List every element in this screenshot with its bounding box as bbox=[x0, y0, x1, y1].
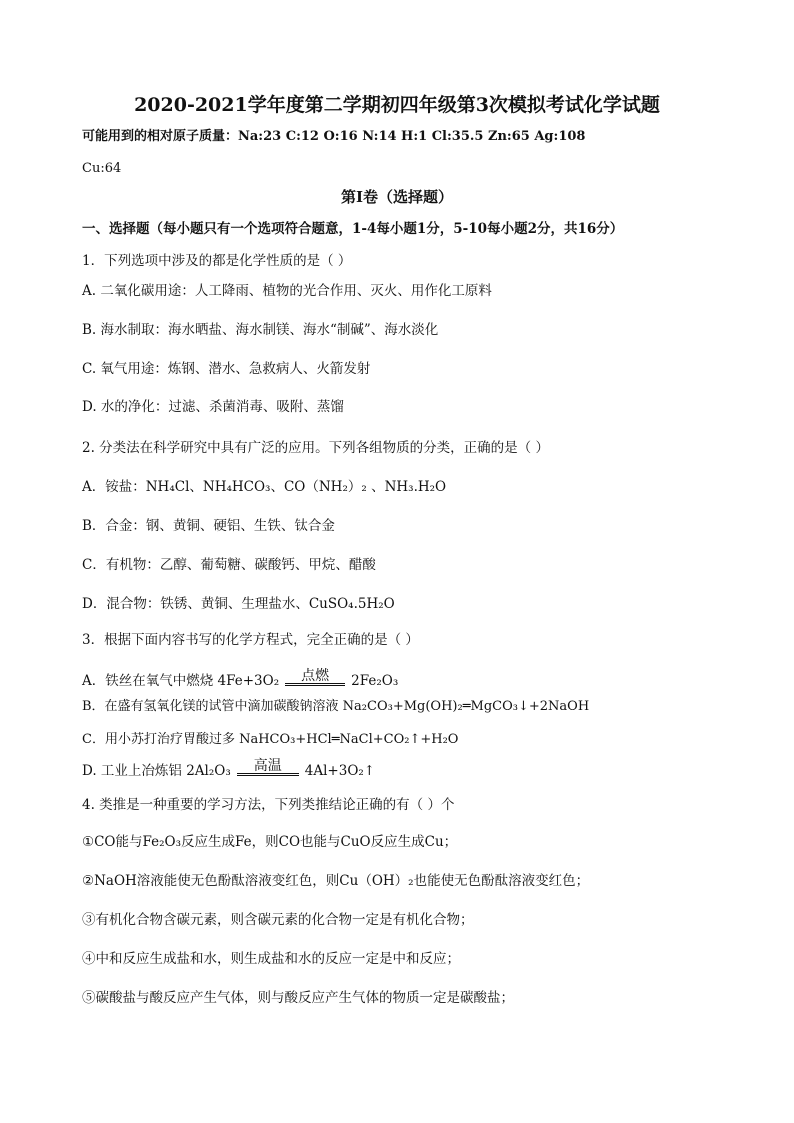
atomic-masses-line-2: Cu:64 bbox=[82, 161, 122, 176]
question-2-stem: 2. 分类法在科学研究中具有广泛的应用。下列各组物质的分类，正确的是（ ） bbox=[82, 440, 549, 456]
question-3-option-a bbox=[82, 656, 398, 690]
question-2-option-a: A．铵盐：NH₄Cl、NH₄HCO₃、CO（NH₂）₂ 、NH₃.H₂O bbox=[82, 479, 447, 495]
section1-heading: 一、选择题（每小题只有一个选项符合题意，1-4每小题1分，5-10每小题2分，共16分） bbox=[82, 221, 624, 237]
question-3-option-c: C．用小苏打治疗胃酸过多 NaHCO₃+HCl═NaCl+CO₂↑+H₂O bbox=[82, 732, 459, 747]
question-4-statement-5: ⑤碳酸盐与酸反应产生气体，则与酸反应产生气体的物质一定是碳酸盐； bbox=[82, 990, 514, 1006]
question-4-statement-4: ④中和反应生成盐和水，则生成盐和水的反应一定是中和反应； bbox=[82, 951, 460, 967]
question-2-option-c: C．有机物：乙醇、葡萄糖、碳酸钙、甲烷、醋酸 bbox=[82, 557, 376, 573]
question-1-option-d: D. 水的净化：过滤、杀菌消毒、吸附、蒸馏 bbox=[82, 399, 344, 415]
q3-d-product: 4Al+3O₂↑ bbox=[304, 763, 376, 779]
q3-d-reactants: D. 工业上冶炼铝 2Al₂O₃ bbox=[82, 763, 231, 779]
q3-a-reactants: A．铁丝在氧气中燃烧 4Fe+3O₂ bbox=[82, 673, 280, 689]
question-4-statement-1: ①CO能与Fe₂O₃反应生成Fe，则CO也能与CuO反应生成Cu； bbox=[82, 834, 458, 850]
question-2-option-d: D．混合物：铁锈、黄铜、生理盐水、CuSO₄.5H₂O bbox=[82, 596, 395, 612]
q3-d-reaction-arrow bbox=[237, 759, 299, 780]
q3-d-condition: 高温 bbox=[253, 758, 282, 774]
question-4-statement-2: ②NaOH溶液能使无色酚酞溶液变红色，则Cu（OH）₂也能使无色酚酞溶液变红色； bbox=[82, 873, 590, 889]
question-3-option-d bbox=[82, 750, 375, 780]
question-1-stem: 1．下列选项中涉及的都是化学性质的是（ ） bbox=[82, 253, 352, 269]
atomic-masses-line-1: 可能用到的相对原子质量：Na:23 C:12 O:16 N:14 H:1 Cl:35.5 Zn:65 Ag:108 bbox=[82, 129, 586, 144]
question-1-option-a: A. 二氧化碳用途：人工降雨、植物的光合作用、灭火、用作化工原料 bbox=[82, 283, 492, 299]
exam-title: 2020-2021学年度第二学期初四年级第3次模拟考试化学试题 bbox=[134, 94, 660, 116]
question-3-option-b: B．在盛有氢氧化镁的试管中滴加碳酸钠溶液 Na₂CO₃+Mg(OH)₂═MgCO₃↓+2NaOH bbox=[82, 699, 590, 714]
question-1-option-c: C. 氧气用途：炼钢、潜水、急救病人、火箭发射 bbox=[82, 361, 371, 377]
q3-a-reaction-arrow bbox=[285, 669, 345, 690]
part1-title: 第Ⅰ卷（选择题） bbox=[340, 188, 454, 206]
question-2-option-b: B．合金：钢、黄铜、硬铝、生铁、钛合金 bbox=[82, 518, 335, 534]
question-4-stem: 4. 类推是一种重要的学习方法，下列类推结论正确的有（ ）个 bbox=[82, 797, 455, 813]
question-1-option-b: B. 海水制取：海水晒盐、海水制镁、海水“制碱”、海水淡化 bbox=[82, 322, 439, 338]
q3-a-condition: 点燃 bbox=[301, 668, 330, 684]
q3-a-product: 2Fe₂O₃ bbox=[351, 673, 399, 689]
question-4-statement-3: ③有机化合物含碳元素，则含碳元素的化合物一定是有机化合物； bbox=[82, 912, 474, 928]
question-3-stem: 3．根据下面内容书写的化学方程式，完全正确的是（ ） bbox=[82, 632, 419, 648]
